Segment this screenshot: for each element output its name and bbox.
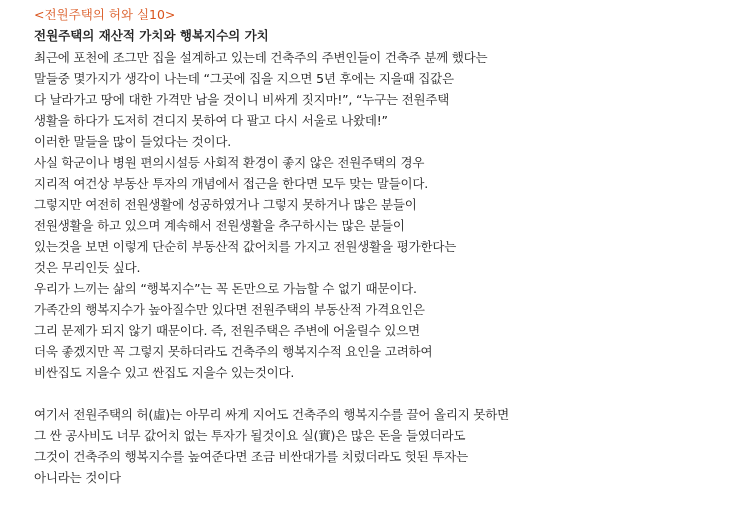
paragraph-gap [34,383,724,404]
text-line: 다 날라가고 땅에 대한 가격만 남을 것이니 비싸게 짓지마!”, “누구는 전원주택 [34,92,450,107]
text-line: 것은 무리인듯 싶다. [34,260,141,275]
text-line: 있는것을 보면 이렇게 단순히 부동산적 값어치를 가지고 전원생활을 평가한다는 [34,239,457,254]
paragraph-1 [34,47,724,383]
text-line: 비싼집도 지을수 있고 싼집도 지을수 있는것이다. [34,365,295,380]
text-line: 생활을 하다가 도저히 견디지 못하여 다 팔고 다시 서울로 나왔데!” [34,113,388,128]
text-line: 그 싼 공사비도 너무 값어치 없는 투자가 될것이요 실(實)은 많은 돈을 들였더라도 [34,428,466,443]
text-line: 그렇지만 여전히 전원생활에 성공하였거나 그렇지 못하거나 많은 분들이 [34,197,417,212]
text-line: 그리 문제가 되지 않기 때문이다. 즉, 전원주택은 주변에 어울릴수 있으면 [34,323,420,338]
text-line: 지리적 여건상 부동산 투자의 개념에서 접근을 한다면 모두 맞는 말들이다. [34,176,428,191]
text-line: 더욱 좋겠지만 꼭 그렇지 못하더라도 건축주의 행복지수적 요인을 고려하여 [34,344,433,359]
text-line: 우리가 느끼는 삶의 “행복지수”는 꼭 돈만으로 가늠할 수 없기 때문이다. [34,281,417,296]
text-line: 최근에 포천에 조그만 집을 설계하고 있는데 건축주의 주변인들이 건축주 분께 했다는 [34,50,488,65]
text-line: 사실 학군이나 병원 편의시설등 사회적 환경이 좋지 않은 전원주택의 경우 [34,155,425,170]
text-line: 가족간의 행복지수가 높아질수만 있다면 전원주택의 부동산적 가격요인은 [34,302,425,317]
text-line: 말들중 몇가지가 생각이 나는데 “그곳에 집을 지으면 5년 후에는 지을때 집값은 [34,71,454,86]
series-title: <전원주택의 허와 실10> [34,7,176,22]
paragraph-2 [34,404,724,488]
text-line: 아니라는 것이다 [34,470,121,485]
article-title: 전원주택의 재산적 가치와 행복지수의 가치 [34,28,269,43]
article [34,6,724,488]
text-line: 전원생활을 하고 있으며 계속해서 전원생활을 추구하시는 많은 분들이 [34,218,405,233]
text-line: 이러한 말들을 많이 들었다는 것이다. [34,134,231,149]
text-line: 그것이 건축주의 행복지수를 높여준다면 조금 비싼대가를 치렀더라도 헛된 투자는 [34,449,468,464]
text-line: 여기서 전원주택의 허(虛)는 아무리 싸게 지어도 건축주의 행복지수를 끌어 올리지 못하면 [34,407,510,422]
